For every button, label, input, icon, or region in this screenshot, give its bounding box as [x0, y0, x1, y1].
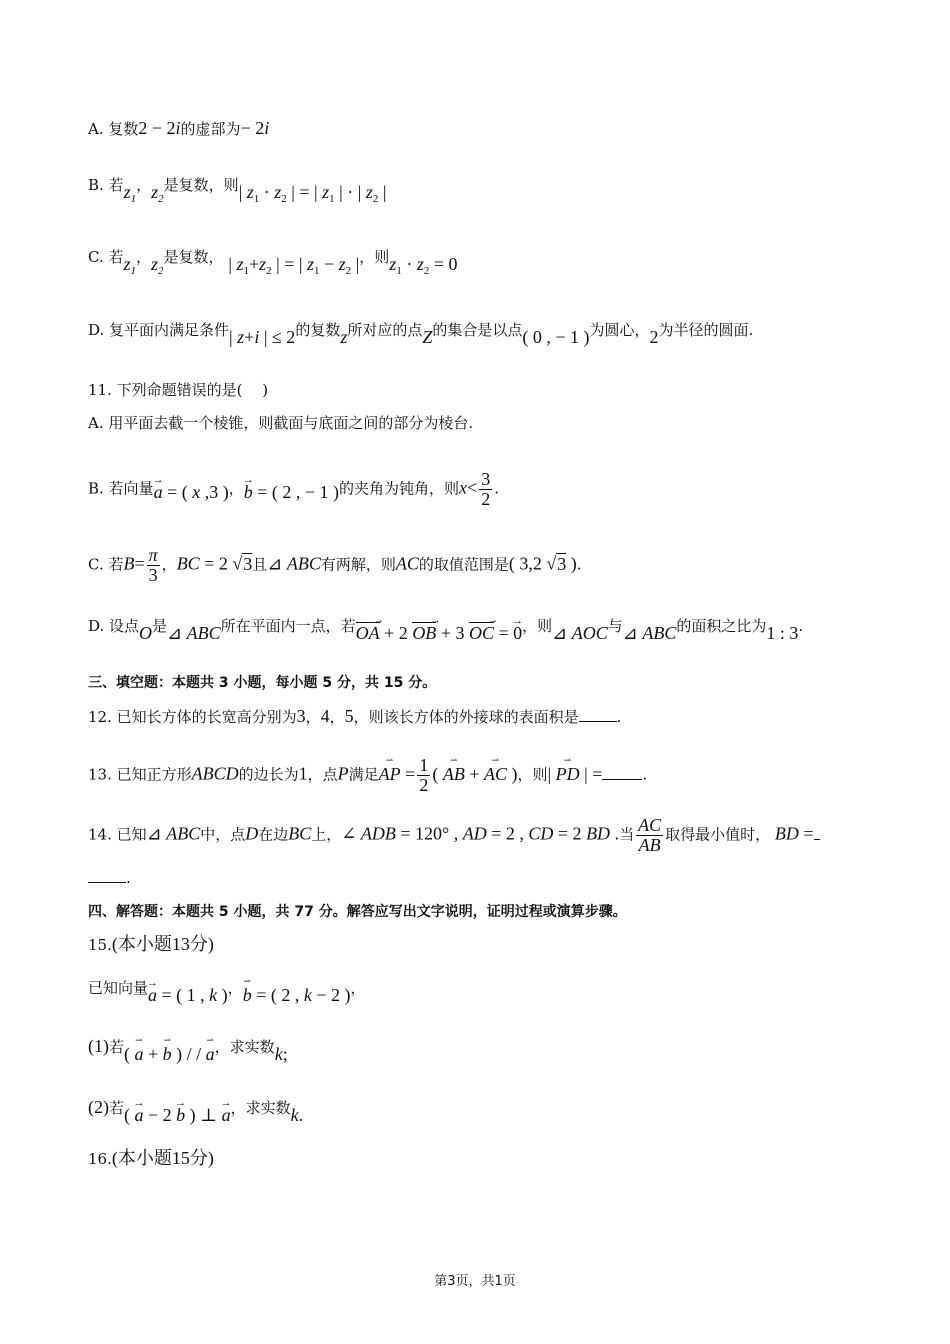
- q11-option-c: C. 若B= $\frac{\pi}{3}$ ，BC = 2 √3且⊿ ABC有两解，则AC的取值范围是( 3,2 √3 ).: [88, 545, 582, 585]
- q15-score: (本小题13分): [111, 934, 214, 954]
- q14-t4: 当: [619, 825, 635, 844]
- q10-d-t4: 为圆心，: [589, 321, 650, 339]
- q10-option-a: A. 复数2 − 2i的虚部为− 2i: [88, 118, 270, 138]
- q14: 14. 已知⊿ ABC中，点D在边BC上，∠ ADB = 120° , AD = 2 , CD = 2 BD .当 $\frac{AC}{AB}$ 取得最小值时， BD =: [88, 816, 820, 855]
- q10-c-then: ，则: [359, 248, 390, 266]
- q11-option-b: B. 若向量→ a = ( x ,3 )，→ b = ( 2 , − 1 )的夹角为钝角，则x< $\frac{3}{2}$ .: [88, 470, 499, 509]
- q10-option-d: D. 复平面内满足条件| z+i | ≤ 2的复数z所对应的点Z的集合是以点( 0 , − 1 )为圆心，2为半径的圆面.: [88, 321, 754, 347]
- answer-blank[interactable]: [579, 721, 617, 722]
- q11-d-t1: 是: [152, 617, 168, 635]
- q15-p1-t1: 若: [109, 1038, 125, 1056]
- q10-b-label: B. 若: [88, 176, 124, 194]
- q11-d-t4: 与: [607, 617, 623, 635]
- q14-t3: 上，: [311, 825, 342, 844]
- q12: 12. 已知长方体的长宽高分别为3，4，5，则该长方体的外接球的表面积是 .: [88, 706, 622, 726]
- q15-p2-label: (2): [88, 1097, 109, 1117]
- page-footer: 第3页，共1页: [434, 1274, 516, 1289]
- q10-option-b: B. 若$z_1$，$z_2$是复数，则| $z_1 \cdot z_2$ | = | $z_1$ | · | $z_2$ |: [88, 176, 387, 205]
- q15-stem-text: 已知向量: [88, 979, 149, 997]
- q10-d-t1: 的复数: [295, 321, 341, 339]
- q14-label: 14. 已知: [88, 825, 147, 844]
- q11-c-mid: 且: [252, 555, 268, 574]
- q15-p1-label: (1): [88, 1036, 109, 1056]
- q15-title: [88, 934, 214, 955]
- q10-option-c: C. 若$z_1$，$z_2$是复数， | $z_1+z_2$ | = | $z_1 - z_2$ |，则$z_1 \cdot z_2 = 0$: [88, 248, 458, 277]
- q16-label: 16.: [88, 1150, 112, 1168]
- q10-c-label: C. 若: [88, 248, 124, 266]
- q14-t1: 中，点: [200, 825, 246, 844]
- q11-c-mid2: 有两解，则: [320, 555, 396, 574]
- q11-d-t5: 的面积之比为: [676, 617, 767, 635]
- q15-part2: (2)若( → a − 2 → b ) ⊥ → a，求实数k.: [88, 1097, 303, 1118]
- section4-heading: 四、解答题：本题共 5 小题，共 77 分。解答应写出文字说明，证明过程或演算步骤。: [88, 904, 627, 920]
- q13-t2: ，点: [307, 765, 338, 784]
- section3-heading: 三、填空题：本题共 3 小题，每小题 5 分，共 15 分。: [88, 675, 437, 691]
- q13-t1: 的边长为: [238, 765, 299, 784]
- q14-t2: 在边: [258, 825, 289, 844]
- q13-t3: 满足: [348, 765, 379, 784]
- q15-stem: 已知向量→ a = ( 1 , k )，⇀ b = ( 2 , k − 2 )，: [88, 977, 366, 998]
- q13-label: 13. 已知正方形: [88, 765, 192, 784]
- q11-option-a: A. 用平面去截一个棱锥，则截面与底面之间的部分为棱台.: [88, 414, 474, 432]
- q10-d-label: D. 复平面内满足条件: [88, 321, 230, 339]
- q15-part1: (1)若( ⇀ a + ⇀ b ) / / ⇀ a，求实数k;: [88, 1036, 288, 1057]
- q12-label: 12. 已知长方体的长宽高分别为: [88, 708, 297, 726]
- q11-d-label: D. 设点: [88, 617, 140, 635]
- answer-blank[interactable]: [602, 779, 642, 780]
- q13-t4: ，则: [517, 765, 548, 784]
- q11-option-d: D. 设点O是⊿ ABC所在平面内一点，若OA → + 2 OB → + 3 OC → = → 0，则⊿ AOC与⊿ ABC的面积之比为1 : 3.: [88, 615, 803, 636]
- q10-a-label: A. 复数: [88, 120, 139, 138]
- q13: 13. 已知正方形ABCD的边长为1，点P满足⇀ AP = $\frac{1}{2}$ ( ⇀ AB + ⇀ AC )，则| ⇀ PD | = .: [88, 756, 647, 795]
- q15-p2-t2: ，求实数: [230, 1099, 291, 1117]
- q10-d-t2: 所对应的点: [347, 321, 423, 339]
- q10-a-tail: 的虚部为: [180, 120, 241, 138]
- q16-score: (本小题15分): [111, 1148, 214, 1168]
- q16-title: [88, 1148, 214, 1169]
- answer-blank[interactable]: [814, 839, 820, 840]
- q12-tail: ，则该长方体的外接球的表面积是: [353, 708, 579, 726]
- q11-d-t3: ，则: [522, 617, 553, 635]
- fraction-3-2: $\frac{3}{2}$: [481, 469, 491, 509]
- q10-c-mid: 是复数，: [163, 248, 224, 266]
- q15-p1-t2: ，求实数: [214, 1038, 275, 1056]
- fraction-pi-3: $\frac{\pi}{3}$: [148, 545, 158, 585]
- fraction-ac-ab: $\frac{AC}{AB}$: [638, 815, 662, 855]
- answer-blank[interactable]: [88, 882, 126, 883]
- q15-label: 15.: [88, 936, 112, 954]
- q14-continuation: .: [88, 868, 131, 888]
- q11-c-mid3: 的取值范围是: [418, 555, 509, 574]
- q11-d-t2: 所在平面内一点，若: [220, 617, 356, 635]
- fraction-1-2: $\frac{1}{2}$: [419, 755, 429, 795]
- q11-b-label: B. 若向量: [88, 479, 154, 498]
- q11-c-label: C. 若: [88, 555, 124, 574]
- q10-d-t3: 的集合是以点: [432, 321, 523, 339]
- q10-d-t5: 为半径的圆面.: [658, 321, 754, 339]
- q14-t5: 取得最小值时，: [665, 825, 771, 844]
- q11-b-mid: 的夹角为钝角，则: [339, 479, 460, 498]
- q11-stem: 11. 下列命题错误的是( ): [88, 381, 269, 399]
- q10-b-mid: 是复数，则: [163, 176, 239, 194]
- q15-p2-t1: 若: [109, 1099, 125, 1117]
